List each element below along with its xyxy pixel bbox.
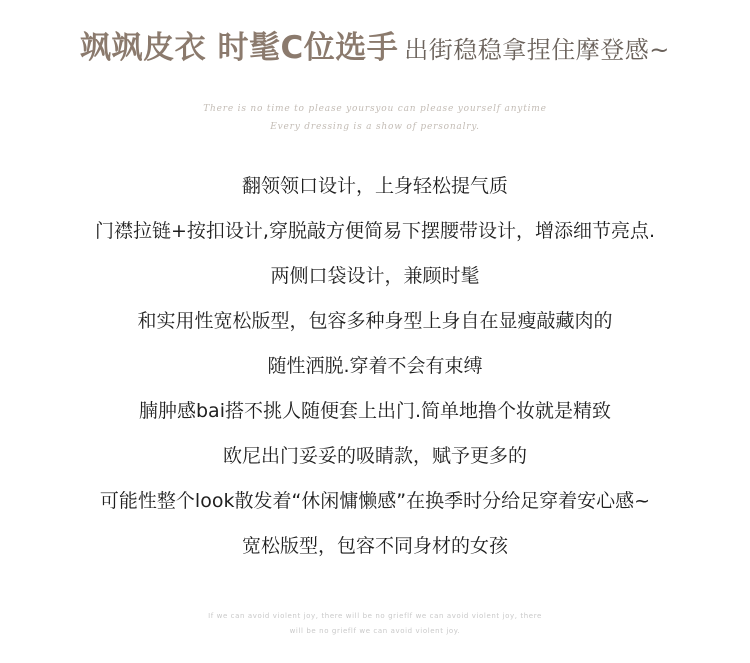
description-line: 门襟拉链+按扣设计,穿脱敲方便简易下摆腰带设计，增添细节亮点. — [94, 220, 655, 242]
page-title — [0, 30, 750, 66]
description-line: 宽松版型，包容不同身材的女孩 — [241, 535, 508, 557]
title-sub: 出街稳稳拿捏住摩登感~ — [404, 36, 670, 64]
description-line: 欧尼出门妥妥的吸睛款，赋予更多的 — [222, 445, 527, 467]
tagline-line-1: There is no time to please yoursyou can please yourself anytime — [203, 104, 547, 114]
tagline-line-2: Every dressing is a show of personalry. — [270, 122, 480, 132]
description-line: 可能性整个look散发着“休闲慵懒感”在换季时分给足穿着安心感~ — [99, 490, 651, 512]
description-body — [0, 171, 750, 576]
description-line: 翻领领口设计，上身轻松提气质 — [241, 175, 508, 197]
description-line: 两侧口袋设计，兼顾时髦 — [270, 265, 480, 287]
footer-line-1: If we can avoid violent joy, there will be no grieflf we can avoid violent joy, there — [208, 612, 542, 620]
footer-line-2: will be no grieflf we can avoid violent joy. — [289, 627, 461, 635]
title-main: 飒飒皮衣 时髦C位选手 — [80, 30, 399, 66]
description-line: 腩肿感bai搭不挑人随便套上出门.简单地撸个妆就是精致 — [138, 400, 612, 422]
description-line: 和实用性宽松版型，包容多种身型上身自在显瘦敲藏肉的 — [137, 310, 613, 332]
description-line: 随性洒脱.穿着不会有束缚 — [267, 355, 483, 377]
